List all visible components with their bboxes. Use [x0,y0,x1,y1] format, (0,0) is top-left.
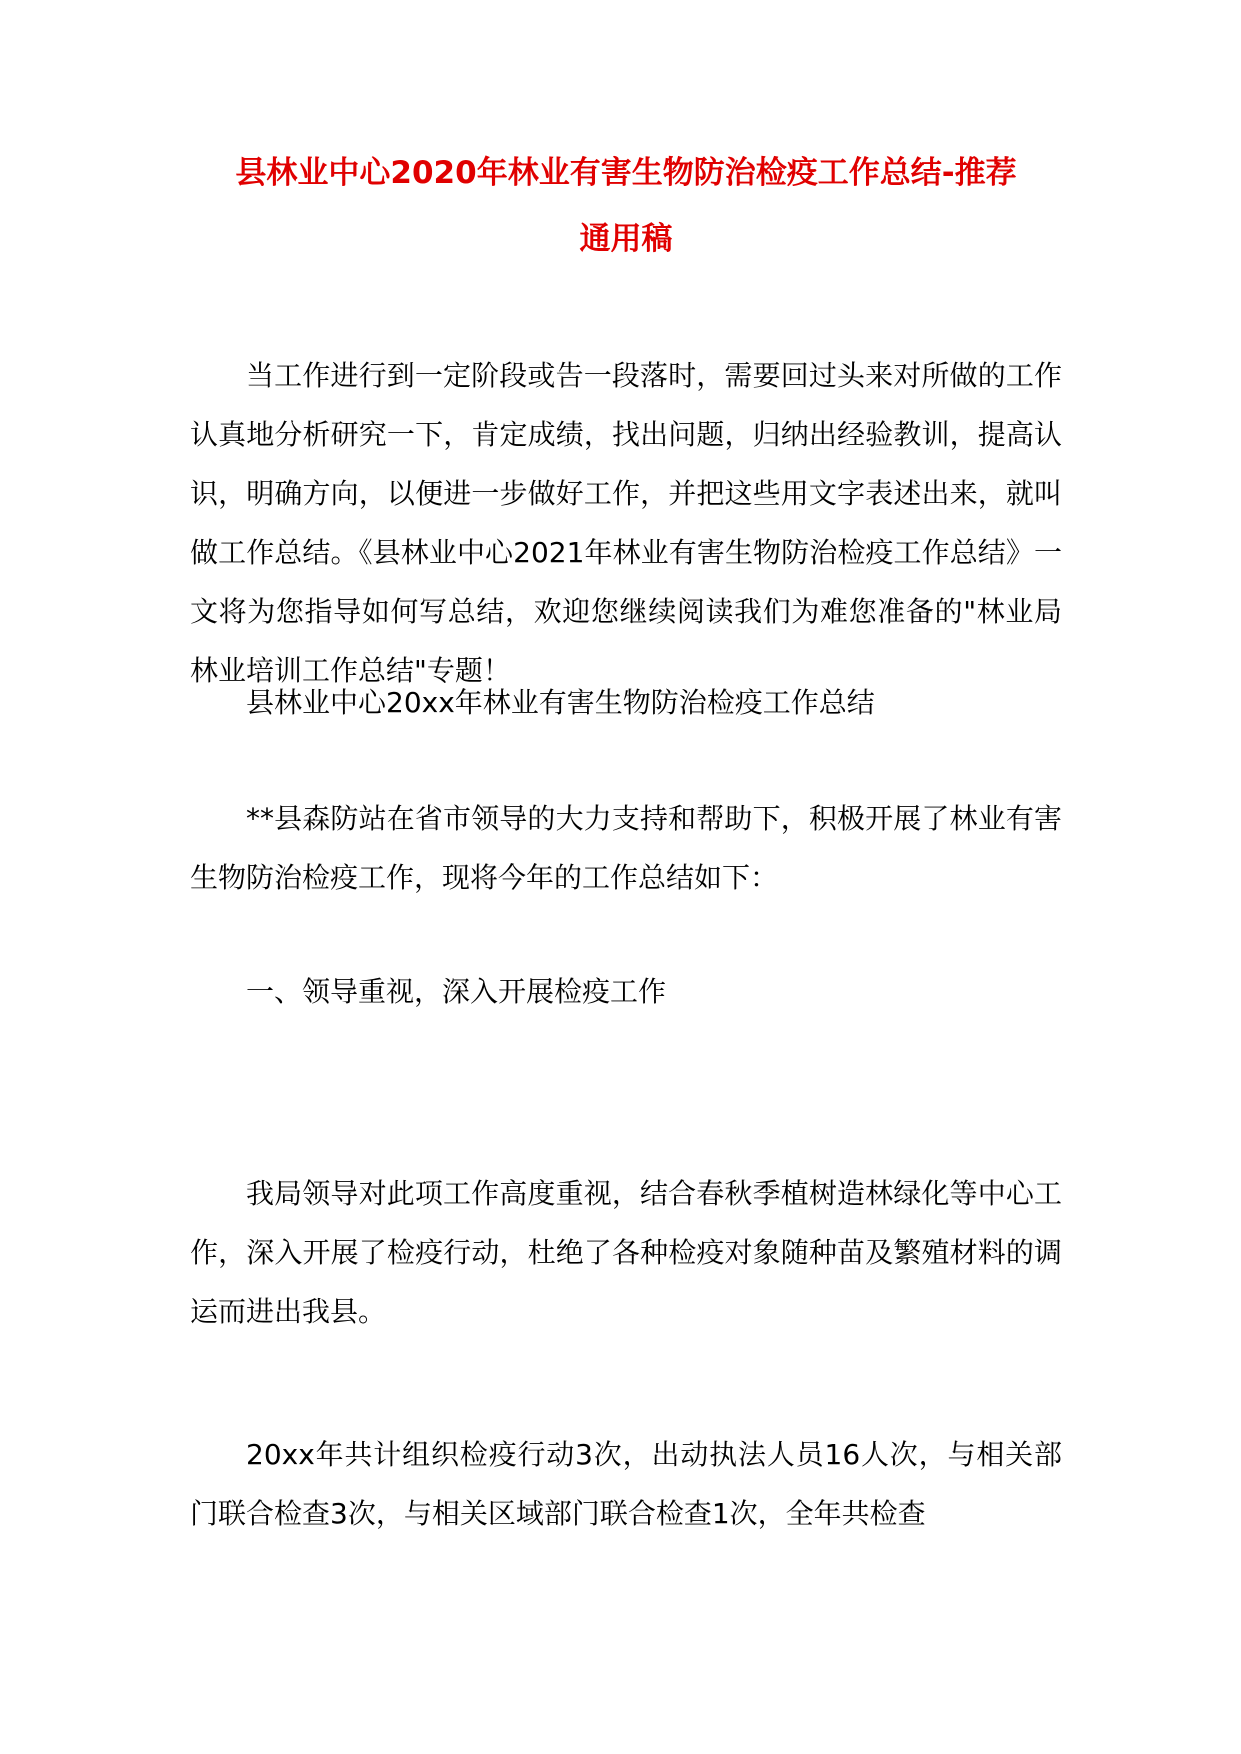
document-title [166,140,1086,272]
paragraph-statistics: 20xx年共计组织检疫行动3次，出动执法人员16人次，与相关部门联合检查3次，与相关区域部门联合检查1次，全年共检查 [190,1438,1062,1530]
paragraph-subtitle: 县林业中心20xx年林业有害生物防治检疫工作总结 [246,686,875,719]
paragraph-opening: **县森防站在省市领导的大力支持和帮助下，积极开展了林业有害生物防治检疫工作，现将今年的工作总结如下： [190,802,1062,894]
paragraph-intro: 当工作进行到一定阶段或告一段落时，需要回过头来对所做的工作认真地分析研究一下，肯定成绩，找出问题，归纳出经验教训，提高认识，明确方向，以便进一步做好工作，并把这些用文字表述出来，就叫做工作总结。《县林业中心2021年林业有害生物防治检疫工作总结》一文将为您指导如何写总结，欢迎您继续阅读我们为难您准备的"林业局林业培训工作总结"专题！ [190,359,1062,687]
section-heading-1: 一、领导重视，深入开展检疫工作 [246,975,667,1008]
document-page [190,140,1062,1530]
title-line-2: 通用稿 [579,221,673,257]
paragraph-leadership: 我局领导对此项工作高度重视，结合春秋季植树造林绿化等中心工作，深入开展了检疫行动，杜绝了各种检疫对象随种苗及繁殖材料的调运而进出我县。 [190,1177,1062,1328]
title-line-1: 县林业中心2020年林业有害生物防治检疫工作总结-推荐 [235,155,1017,191]
